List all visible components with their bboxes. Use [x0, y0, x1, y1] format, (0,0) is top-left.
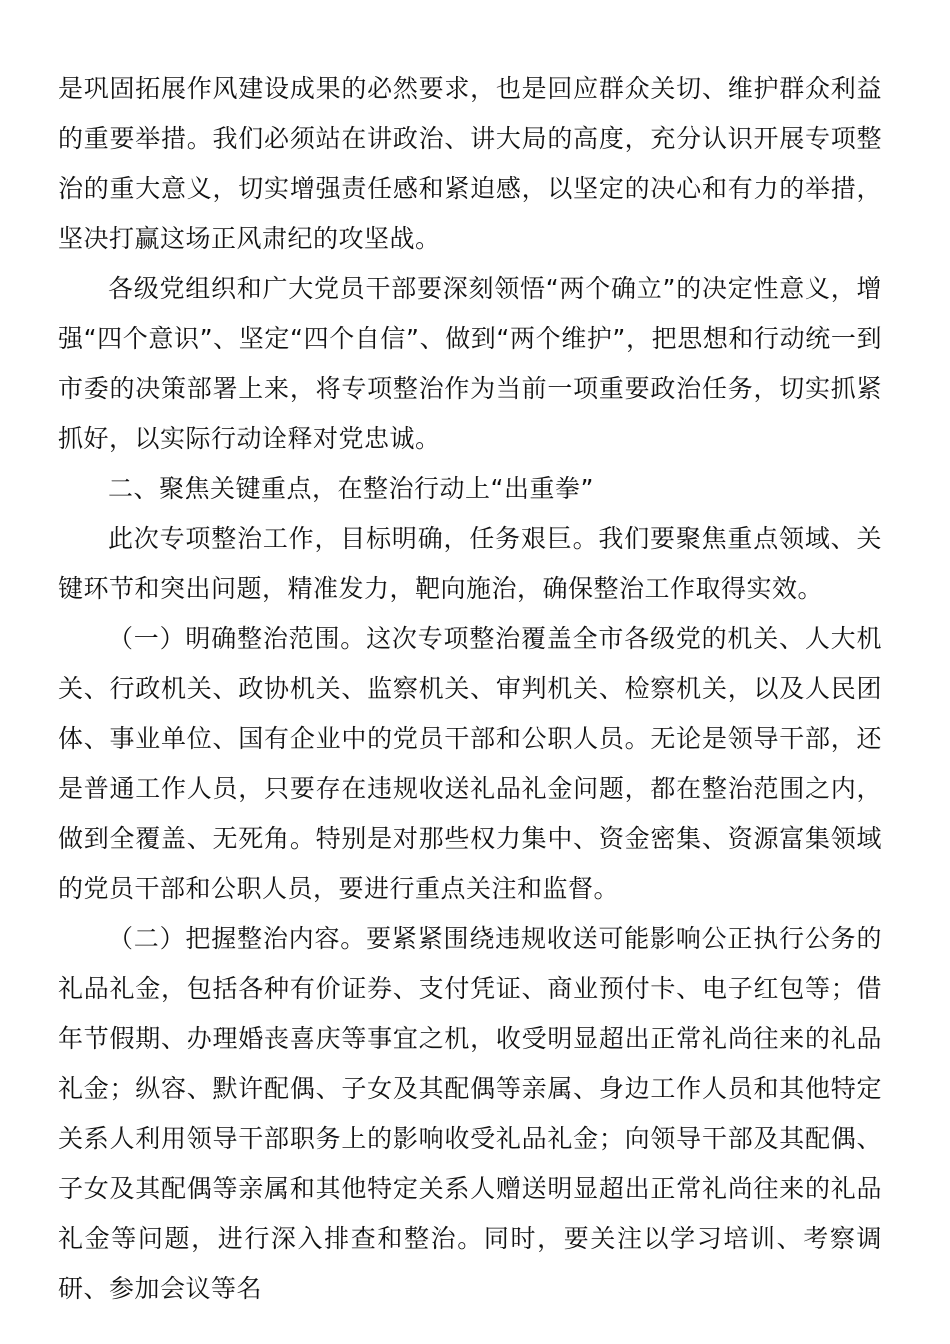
body-paragraph: （二）把握整治内容。要紧紧围绕违规收送可能影响公正执行公务的礼品礼金，包括各种有价证券、支付凭证、商业预付卡、电子红包等；借年节假期、办理婚丧喜庆等事宜之机，收受明显超出正常礼尚往来的礼品礼金；纵容、默许配偶、子女及其配偶等亲属、身边工作人员和其他特定关系人利用领导干部职务上的影响收受礼品礼金；向领导干部及其配偶、子女及其配偶等亲属和其他特定关系人赠送明显超出正常礼尚往来的礼品礼金等问题，进行深入排查和整治。同时，要关注以学习培训、考察调研、参加会议等名: [58, 924, 882, 1303]
body-paragraph: 此次专项整治工作，目标明确，任务艰巨。我们要聚焦重点领域、关键环节和突出问题，精准发力，靶向施治，确保整治工作取得实效。: [58, 524, 882, 603]
body-paragraph: 各级党组织和广大党员干部要深刻领悟“两个确立”的决定性意义，增强“四个意识”、坚定“四个自信”、做到“两个维护”，把思想和行动统一到市委的决策部署上来，将专项整治作为当前一项重要政治任务，切实抓紧抓好，以实际行动诠释对党忠诚。: [58, 274, 882, 453]
document-page: [58, 64, 882, 1314]
section-heading: 二、聚焦关键重点，在整治行动上“出重拳”: [108, 474, 594, 503]
body-paragraph: （一）明确整治范围。这次专项整治覆盖全市各级党的机关、人大机关、行政机关、政协机关、监察机关、审判机关、检察机关，以及人民团体、事业单位、国有企业中的党员干部和公职人员。无论是领导干部，还是普通工作人员，只要存在违规收送礼品礼金问题，都在整治范围之内，做到全覆盖、无死角。特别是对那些权力集中、资金密集、资源富集领域的党员干部和公职人员，要进行重点关注和监督。: [58, 624, 882, 903]
body-paragraph: 是巩固拓展作风建设成果的必然要求，也是回应群众关切、维护群众利益的重要举措。我们必须站在讲政治、讲大局的高度，充分认识开展专项整治的重大意义，切实增强责任感和紧迫感，以坚定的决心和有力的举措，坚决打赢这场正风肃纪的攻坚战。: [58, 74, 882, 253]
